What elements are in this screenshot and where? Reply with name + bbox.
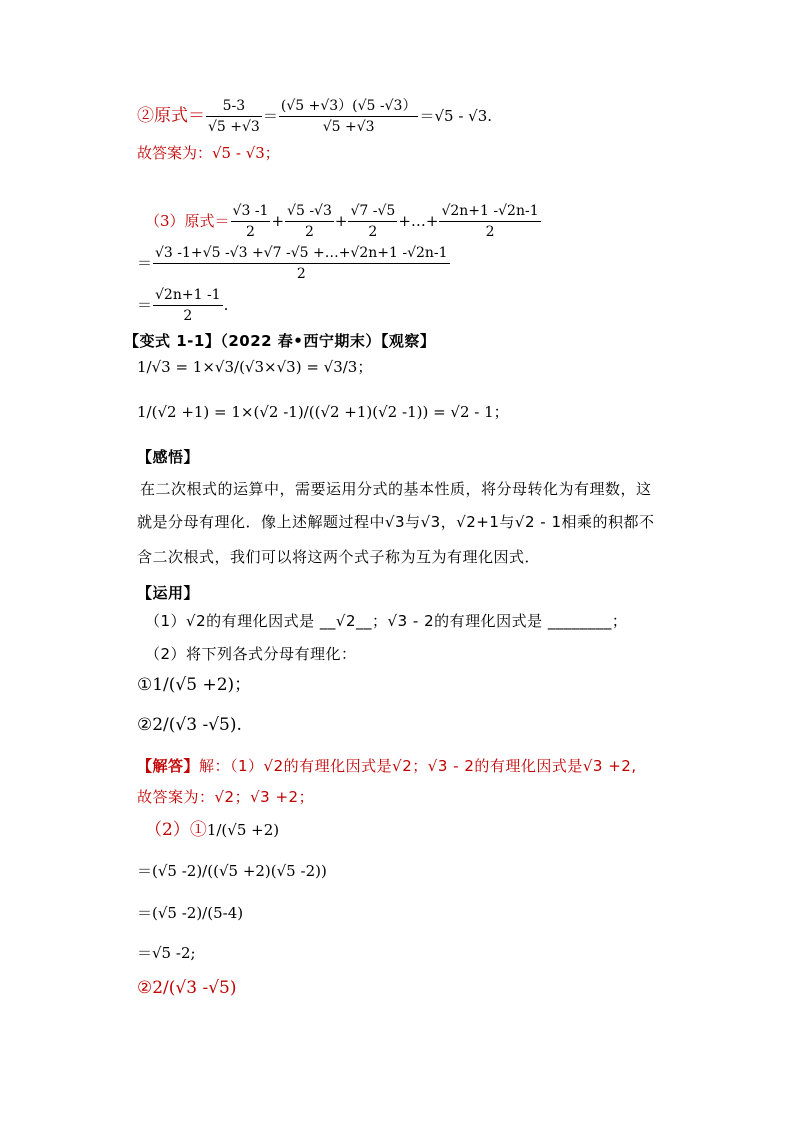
part3-line-1: （3）原式＝ $\frac{√3 -1}{2}$ + $\frac{√5 -√3}{2}$ + $\frac{√7 -√5}{2}$ +…+ $\frac{√2n+1 -√2n-1}{2}$	[145, 203, 539, 240]
solution-step-3	[137, 946, 196, 961]
solution-tag: 【解答】	[137, 757, 200, 775]
part3-result-fraction	[153, 287, 223, 325]
variant-title-text: 【变式 1-1】（2022 春•西宁期末）【观察】	[124, 332, 436, 350]
fraction-denominator: 2	[183, 307, 193, 324]
insight-line-3	[137, 550, 540, 565]
question-2b-text: ②2/(√3 -√5).	[137, 715, 242, 735]
fraction-denominator: 2	[296, 265, 306, 282]
part3-line-2: ＝ $\frac{√3 -1+√5 -√3 +√7 -√5 +\dots+√2n+1 -√2n-1}{2}$	[137, 245, 448, 282]
observation-2-text: 1/(√2 +1) = 1×(√2 -1)/((√2 +1)(√2 -1)) = √2 - 1；	[137, 403, 509, 421]
fraction-numerator: √3 -1+√5 -√3 +√7 -√5 +…+√2n+1 -√2n-1	[153, 245, 450, 264]
fraction-numerator: 5-3	[206, 98, 262, 117]
fraction-numerator: √2n+1 -1	[153, 287, 223, 306]
part2-label: ②原式＝	[137, 105, 205, 126]
part3-label: （3）原式＝	[145, 211, 230, 230]
solution-step-2-text: ＝(√5 -2)/(5-4)	[137, 904, 244, 922]
fraction-numerator: (√5 +√3）(√5 -√3）	[279, 98, 419, 117]
apply-title	[137, 586, 199, 601]
variant-title	[124, 334, 435, 349]
solution-part2b-text: ②2/(√3 -√5)	[137, 978, 237, 998]
question-2b	[137, 717, 242, 734]
part3-term-3	[348, 203, 397, 241]
fraction-denominator: 2	[305, 223, 314, 240]
part2-fraction-2	[279, 98, 419, 136]
fraction-denominator: 2	[368, 223, 378, 240]
insight-text: 就是分母有理化．像上述解题过程中√3与√3，√2+1与√2 - 1相乘的积都不	[137, 513, 655, 531]
part3-sum-fraction	[153, 245, 450, 283]
fraction-numerator: √7 -√5	[348, 203, 397, 222]
solution-step-1	[137, 864, 327, 879]
insight-line-2	[137, 515, 655, 530]
insight-title-text: 【感悟】	[137, 448, 200, 466]
solution-step-3-text: ＝√5 -2;	[137, 944, 196, 962]
question-1-text: （1）√2的有理化因式是 __√2__；√3 - 2的有理化因式是 ________；	[145, 612, 628, 630]
solution-line-1	[137, 759, 637, 774]
observation-1	[137, 360, 372, 375]
apply-title-text: 【运用】	[137, 584, 200, 602]
solution-answer	[137, 790, 314, 805]
question-2a	[137, 677, 251, 694]
fraction-numerator: √5 -√3	[285, 203, 334, 222]
solution-answer-text: 故答案为：√2；√3 +2；	[137, 788, 315, 806]
observation-1-text: 1/√3 = 1×√3/(√3×√3) = √3/3；	[137, 358, 373, 376]
answer-text: 故答案为：√5 - √3；	[137, 144, 280, 162]
fraction-denominator: √5 +√3	[322, 118, 375, 135]
part2-line: ②原式＝ $\frac{5-3}{√5 +√3}$ ＝ $\frac{(√5 +√3)(√5 -√3)}{√5 +√3}$ ＝√5 - √3.	[137, 98, 493, 135]
part3-term-1	[231, 203, 271, 241]
fraction-denominator: 2	[485, 223, 495, 240]
insight-text: 含二次根式，我们可以将这两个式子称为互为有理化因式．	[137, 548, 541, 566]
part3-term-n	[439, 203, 540, 241]
ellipsis: +…+	[398, 211, 439, 230]
solution-step-1-text: ＝(√5 -2)/((√5 +2)(√5 -2))	[137, 862, 327, 880]
question-1	[145, 614, 627, 629]
solution-part2-header	[145, 822, 279, 839]
fraction-numerator: √3 -1	[231, 203, 271, 222]
question-2-text: （2）将下列各式分母有理化：	[145, 645, 357, 663]
answer-line-1	[137, 146, 280, 161]
question-2a-text: ①1/(√5 +2)；	[137, 675, 252, 695]
insight-line-1	[140, 482, 652, 497]
part2-fraction-1	[206, 98, 262, 136]
solution-step-2	[137, 906, 243, 921]
solution-part2b	[137, 980, 237, 997]
part2-result: ＝√5 - √3.	[419, 106, 493, 125]
fraction-numerator: √2n+1 -√2n-1	[439, 203, 540, 222]
insight-title	[137, 450, 199, 465]
solution-part2-fraction: 1/(√5 +2)	[206, 821, 280, 839]
part3-term-2	[285, 203, 334, 241]
observation-2	[137, 405, 509, 420]
solution-line-1-text: 解：（1）√2的有理化因式是√2；√3 - 2的有理化因式是√3 +2,	[199, 757, 637, 775]
question-2	[145, 647, 357, 662]
fraction-denominator: √5 +√3	[208, 118, 260, 135]
fraction-denominator: 2	[246, 223, 255, 240]
solution-part2-label: （2）①	[145, 820, 207, 840]
part3-line-3: ＝ $\frac{√2n+1 -1}{2}$ .	[137, 287, 229, 324]
insight-text: 在二次根式的运算中，需要运用分式的基本性质，将分母转化为有理数，这	[140, 480, 652, 498]
